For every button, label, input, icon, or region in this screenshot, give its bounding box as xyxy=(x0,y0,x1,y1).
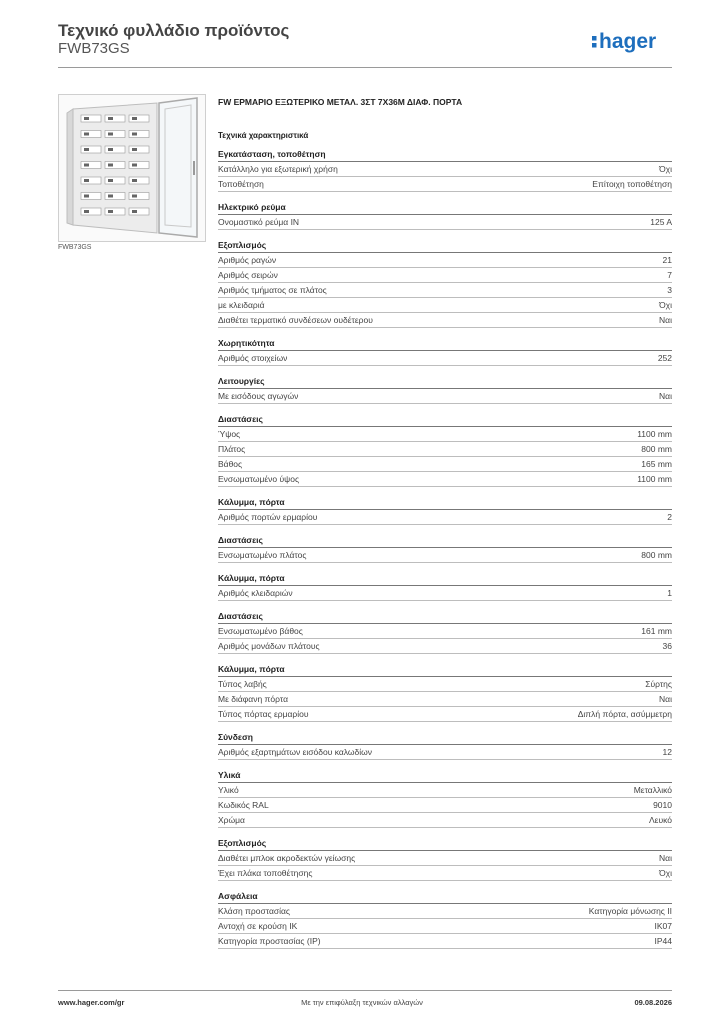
spec-row xyxy=(218,639,672,654)
spec-row xyxy=(218,351,672,366)
spec-group-title: Λειτουργίες xyxy=(218,374,672,389)
spec-value: Ναι xyxy=(659,853,672,863)
spec-value: Όχι xyxy=(659,164,672,174)
hager-logo xyxy=(592,28,674,56)
spec-group-title: Διαστάσεις xyxy=(218,533,672,548)
spec-row xyxy=(218,707,672,722)
spec-row xyxy=(218,798,672,813)
spec-row xyxy=(218,783,672,798)
spec-value: IK07 xyxy=(654,921,672,931)
spec-label: Ύψος xyxy=(218,429,241,439)
spec-row xyxy=(218,472,672,487)
spec-label: Έχει πλάκα τοποθέτησης xyxy=(218,868,313,878)
spec-group xyxy=(218,495,672,525)
spec-label: Με εισόδους αγωγών xyxy=(218,391,299,401)
spec-row xyxy=(218,745,672,760)
spec-label: Ενσωματωμένο βάθος xyxy=(218,626,303,636)
spec-label: Αριθμός τμήματος σε πλάτος xyxy=(218,285,327,295)
spec-group xyxy=(218,533,672,563)
module-label xyxy=(108,148,113,151)
module-label xyxy=(108,117,113,120)
spec-row xyxy=(218,548,672,563)
spec-value: 2 xyxy=(667,512,672,522)
spec-value: Επίτοιχη τοποθέτηση xyxy=(592,179,672,189)
spec-value: 12 xyxy=(662,747,672,757)
spec-value: 7 xyxy=(667,270,672,280)
spec-value: Ναι xyxy=(659,694,672,704)
module-label xyxy=(132,179,137,182)
logo-text: hager xyxy=(599,30,657,53)
spec-row xyxy=(218,866,672,881)
spec-value: 21 xyxy=(662,255,672,265)
spec-label: Αριθμός σειρών xyxy=(218,270,278,280)
module-label xyxy=(108,179,113,182)
spec-label: Υλικό xyxy=(218,785,239,795)
spec-value: 165 mm xyxy=(641,459,672,469)
module-label xyxy=(84,164,89,167)
module-label xyxy=(132,210,137,213)
product-name: FW ΕΡΜΑΡΙΟ ΕΞΩΤΕΡΙΚΟ ΜΕΤΑΛ. 3ΣΤ 7Χ36Μ ΔΙΑΦ. ΠΟΡΤΑ xyxy=(218,97,463,107)
spec-row xyxy=(218,813,672,828)
module-label xyxy=(132,195,137,198)
product-code: FWB73GS xyxy=(58,40,130,57)
spec-row xyxy=(218,442,672,457)
product-image xyxy=(58,94,206,242)
spec-row xyxy=(218,215,672,230)
specs-table xyxy=(218,147,672,957)
spec-value: 800 mm xyxy=(641,444,672,454)
module-label xyxy=(108,210,113,213)
spec-label: Βάθος xyxy=(218,459,243,469)
spec-label: με κλειδαριά xyxy=(218,300,265,310)
spec-row xyxy=(218,283,672,298)
spec-group xyxy=(218,374,672,404)
spec-row xyxy=(218,427,672,442)
spec-value: Διπλή πόρτα, ασύμμετρη xyxy=(577,709,672,719)
spec-value: 1100 mm xyxy=(637,474,672,484)
spec-row xyxy=(218,919,672,934)
spec-value: 125 A xyxy=(650,217,672,227)
spec-row xyxy=(218,510,672,525)
spec-label: Αριθμός κλειδαριών xyxy=(218,588,293,598)
spec-value: 9010 xyxy=(653,800,672,810)
module-label xyxy=(84,117,89,120)
module-label xyxy=(132,117,137,120)
spec-value: Όχι xyxy=(659,300,672,310)
spec-group-title: Κάλυμμα, πόρτα xyxy=(218,662,672,677)
spec-group xyxy=(218,768,672,828)
spec-label: Τοποθέτηση xyxy=(218,179,264,189)
spec-group-title: Διαστάσεις xyxy=(218,609,672,624)
spec-value: 1100 mm xyxy=(637,429,672,439)
spec-group xyxy=(218,730,672,760)
spec-label: Χρώμα xyxy=(218,815,245,825)
spec-group-title: Εγκατάσταση, τοποθέτηση xyxy=(218,147,672,162)
spec-value: 36 xyxy=(662,641,672,651)
spec-value: 3 xyxy=(667,285,672,295)
spec-label: Διαθέτει τερματικό συνδέσεων ουδέτερου xyxy=(218,315,373,325)
spec-group xyxy=(218,571,672,601)
spec-group-title: Κάλυμμα, πόρτα xyxy=(218,495,672,510)
spec-label: Αντοχή σε κρούση IK xyxy=(218,921,298,931)
spec-value: 1 xyxy=(667,588,672,598)
spec-row xyxy=(218,624,672,639)
spec-label: Ενσωματωμένο πλάτος xyxy=(218,550,307,560)
module-label xyxy=(84,195,89,198)
spec-row xyxy=(218,692,672,707)
page-title: Τεχνικό φυλλάδιο προϊόντος xyxy=(58,21,290,40)
spec-group-title: Σύνδεση xyxy=(218,730,672,745)
spec-row xyxy=(218,313,672,328)
spec-label: Αριθμός εξαρτημάτων εισόδου καλωδίων xyxy=(218,747,373,757)
spec-group-title: Κάλυμμα, πόρτα xyxy=(218,571,672,586)
spec-label: Κωδικός RAL xyxy=(218,800,269,810)
spec-label: Πλάτος xyxy=(218,444,246,454)
module-label xyxy=(84,148,89,151)
module-label xyxy=(132,164,137,167)
spec-row xyxy=(218,904,672,919)
spec-label: Τύπος λαβής xyxy=(218,679,267,689)
spec-label: Αριθμός στοιχείων xyxy=(218,353,288,363)
spec-row xyxy=(218,677,672,692)
spec-group-title: Ηλεκτρικό ρεύμα xyxy=(218,200,672,215)
spec-row xyxy=(218,851,672,866)
spec-row xyxy=(218,177,672,192)
module-label xyxy=(84,179,89,182)
spec-label: Με διάφανη πόρτα xyxy=(218,694,288,704)
spec-group xyxy=(218,336,672,366)
spec-value: Ναι xyxy=(659,315,672,325)
image-caption: FWB73GS xyxy=(58,244,92,251)
spec-value: 252 xyxy=(657,353,672,363)
module-label xyxy=(132,148,137,151)
spec-group xyxy=(218,836,672,881)
spec-group xyxy=(218,238,672,328)
spec-label: Κατηγορία προστασίας (IP) xyxy=(218,936,321,946)
spec-row xyxy=(218,268,672,283)
spec-group xyxy=(218,200,672,230)
spec-group-title: Ασφάλεια xyxy=(218,889,672,904)
spec-value: Μεταλλικό xyxy=(633,785,672,795)
footer-website[interactable]: www.hager.com/gr xyxy=(58,998,125,1007)
spec-row xyxy=(218,253,672,268)
spec-value: Κατηγορία μόνωσης II xyxy=(588,906,672,916)
footer-note: Με την επιφύλαξη τεχνικών αλλαγών xyxy=(301,998,423,1007)
spec-group-title: Χωρητικότητα xyxy=(218,336,672,351)
specs-title: Τεχνικά χαρακτηριστικά xyxy=(218,131,309,140)
spec-group xyxy=(218,412,672,487)
spec-label: Κατάλληλο για εξωτερική χρήση xyxy=(218,164,338,174)
footer-date: 09.08.2026 xyxy=(634,998,672,1007)
spec-value: Ναι xyxy=(659,391,672,401)
spec-group-title: Υλικά xyxy=(218,768,672,783)
spec-label: Ονομαστικό ρεύμα IN xyxy=(218,217,300,227)
spec-row xyxy=(218,457,672,472)
spec-label: Αριθμός μονάδων πλάτους xyxy=(218,641,320,651)
spec-group xyxy=(218,662,672,722)
spec-label: Διαθέτει μπλοκ ακροδεκτών γείωσης xyxy=(218,853,356,863)
spec-label: Ενσωματωμένο ύψος xyxy=(218,474,300,484)
spec-row xyxy=(218,934,672,949)
module-label xyxy=(108,164,113,167)
spec-row xyxy=(218,162,672,177)
spec-group-title: Εξοπλισμός xyxy=(218,238,672,253)
spec-label: Κλάση προστασίας xyxy=(218,906,291,916)
spec-value: Όχι xyxy=(659,868,672,878)
module-label xyxy=(132,133,137,136)
spec-group-title: Εξοπλισμός xyxy=(218,836,672,851)
module-label xyxy=(108,133,113,136)
spec-value: 800 mm xyxy=(641,550,672,560)
spec-row xyxy=(218,586,672,601)
spec-value: IP44 xyxy=(654,936,672,946)
footer-divider xyxy=(58,990,672,991)
spec-group xyxy=(218,147,672,192)
spec-row xyxy=(218,389,672,404)
spec-label: Τύπος πόρτας ερμαρίου xyxy=(218,709,309,719)
module-label xyxy=(108,195,113,198)
spec-group xyxy=(218,889,672,949)
spec-label: Αριθμός ραγών xyxy=(218,255,277,265)
spec-group-title: Διαστάσεις xyxy=(218,412,672,427)
module-label xyxy=(84,133,89,136)
spec-value: 161 mm xyxy=(641,626,672,636)
header-divider xyxy=(58,67,672,68)
module-label xyxy=(84,210,89,213)
spec-row xyxy=(218,298,672,313)
spec-group xyxy=(218,609,672,654)
spec-label: Αριθμός πορτών ερμαρίου xyxy=(218,512,318,522)
spec-value: Σύρτης xyxy=(645,679,672,689)
spec-value: Λευκό xyxy=(649,815,672,825)
